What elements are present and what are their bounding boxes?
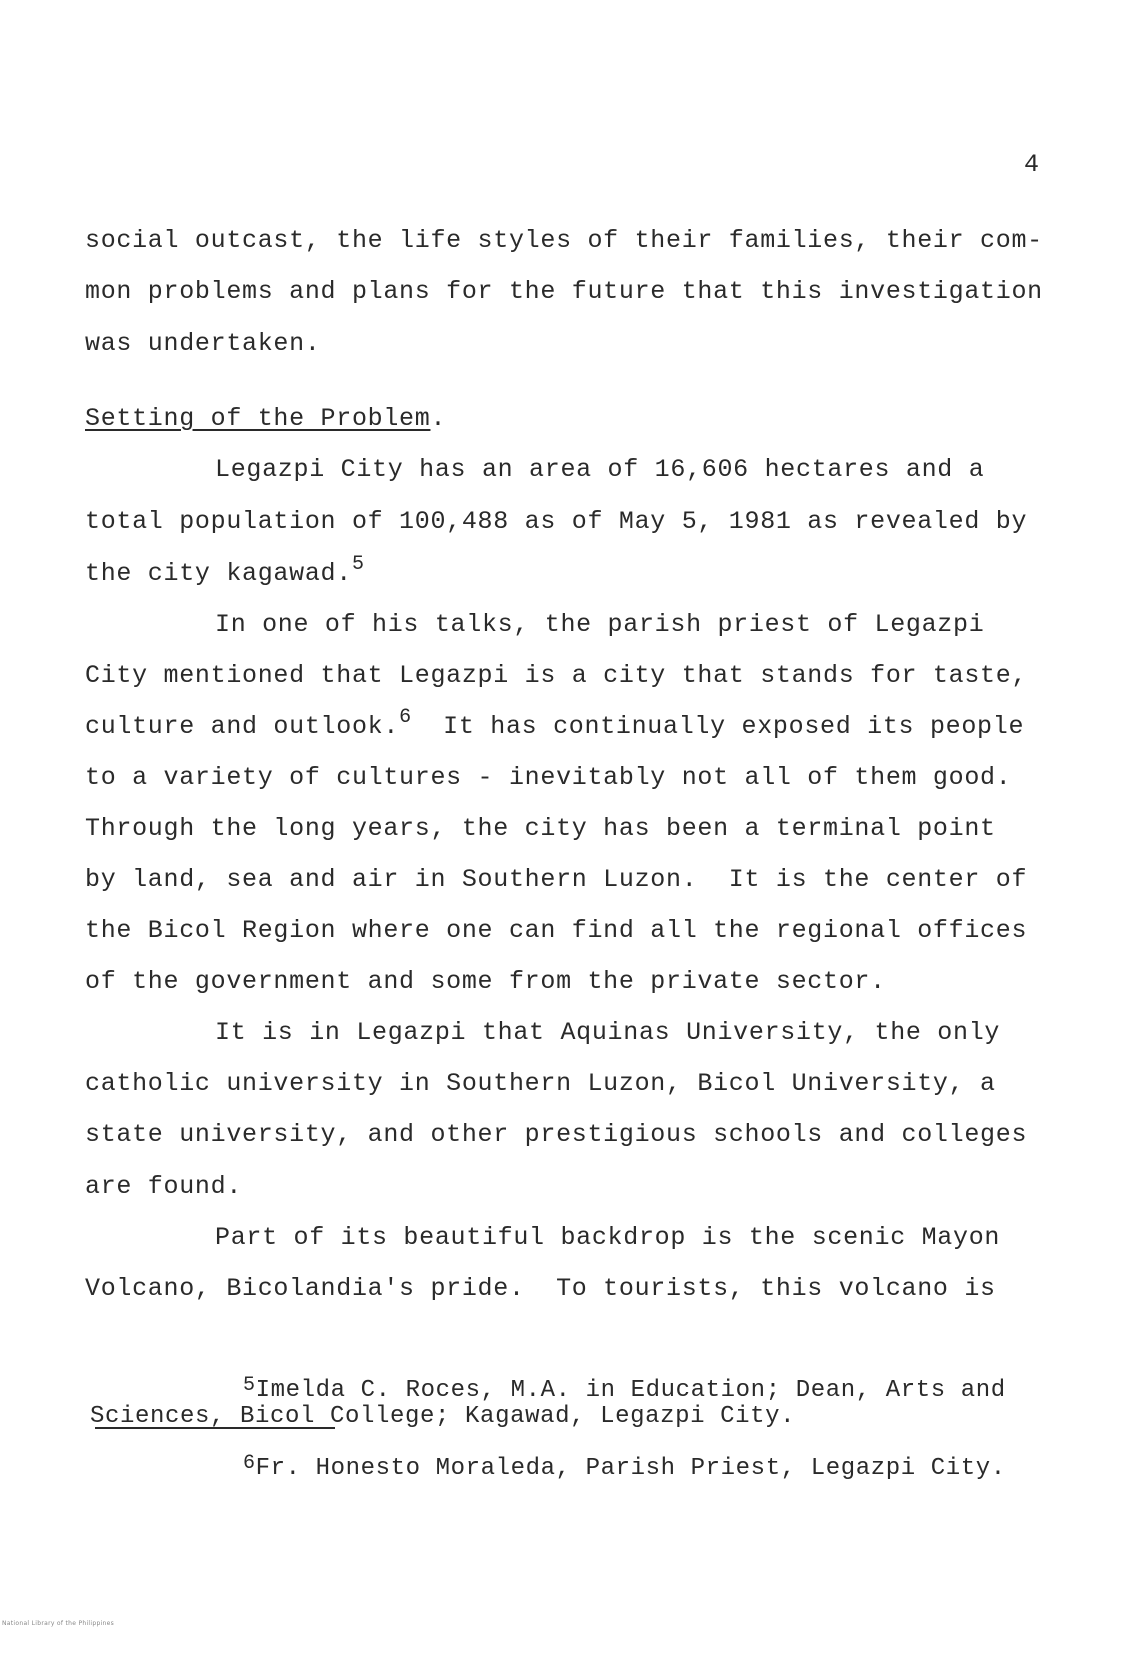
scan-margin-note: National Library of the Philippines bbox=[2, 1620, 115, 1627]
page-number: 4 bbox=[1024, 150, 1040, 179]
body-line-with-ref bbox=[85, 706, 1025, 744]
footnote-6 bbox=[243, 1452, 1006, 1484]
body-line: Through the long years, the city has been a terminal point bbox=[85, 814, 996, 843]
section-heading-text: Setting of the Problem bbox=[85, 404, 431, 433]
body-line: Legazpi City has an area of 16,606 hectares and a bbox=[215, 455, 985, 484]
body-text: It has continually exposed its people bbox=[411, 712, 1025, 741]
body-text: culture and outlook. bbox=[85, 712, 400, 741]
footnote-ref-6: 6 bbox=[399, 706, 412, 729]
body-line: the Bicol Region where one can find all the regional offices bbox=[85, 916, 1028, 945]
body-text: the city kagawad. bbox=[85, 559, 352, 588]
footnote-5-line-1 bbox=[243, 1374, 1006, 1406]
footnote-5-line-2: Sciences, Bicol College; Kagawad, Legazpi City. bbox=[90, 1403, 796, 1430]
footnote-mark-6: 6 bbox=[243, 1452, 256, 1475]
footnote-text: Fr. Honesto Moraleda, Parish Priest, Legazpi City. bbox=[255, 1455, 1006, 1482]
body-line: by land, sea and air in Southern Luzon. It is the center of bbox=[85, 865, 1028, 894]
body-line: of the government and some from the private sector. bbox=[85, 967, 886, 996]
body-line: City mentioned that Legazpi is a city that stands for taste, bbox=[85, 661, 1028, 690]
body-line: Volcano, Bicolandia's pride. To tourists, this volcano is bbox=[85, 1274, 996, 1303]
footnote-ref-5: 5 bbox=[351, 553, 365, 576]
body-line: social outcast, the life styles of their families, their com- bbox=[85, 226, 1043, 255]
footnote-text: Imelda C. Roces, M.A. in Education; Dean, Arts and bbox=[255, 1377, 1006, 1404]
body-line-with-ref bbox=[85, 553, 365, 591]
section-heading-period: . bbox=[430, 404, 447, 433]
body-line: catholic university in Southern Luzon, Bicol University, a bbox=[85, 1069, 996, 1098]
body-line: are found. bbox=[85, 1172, 243, 1201]
body-line: In one of his talks, the parish priest of Legazpi bbox=[215, 610, 985, 639]
body-line: to a variety of cultures - inevitably not all of them good. bbox=[85, 763, 1012, 792]
body-line: Part of its beautiful backdrop is the scenic Mayon bbox=[215, 1223, 1001, 1252]
body-line: state university, and other prestigious schools and colleges bbox=[85, 1120, 1028, 1149]
body-line: total population of 100,488 as of May 5, 1981 as revealed by bbox=[85, 507, 1028, 536]
footnote-mark-5: 5 bbox=[243, 1374, 256, 1397]
body-line: was undertaken. bbox=[85, 329, 321, 358]
body-line: mon problems and plans for the future that this investigation bbox=[85, 277, 1043, 306]
section-heading bbox=[85, 404, 446, 434]
body-line: It is in Legazpi that Aquinas University, the only bbox=[215, 1018, 1001, 1047]
